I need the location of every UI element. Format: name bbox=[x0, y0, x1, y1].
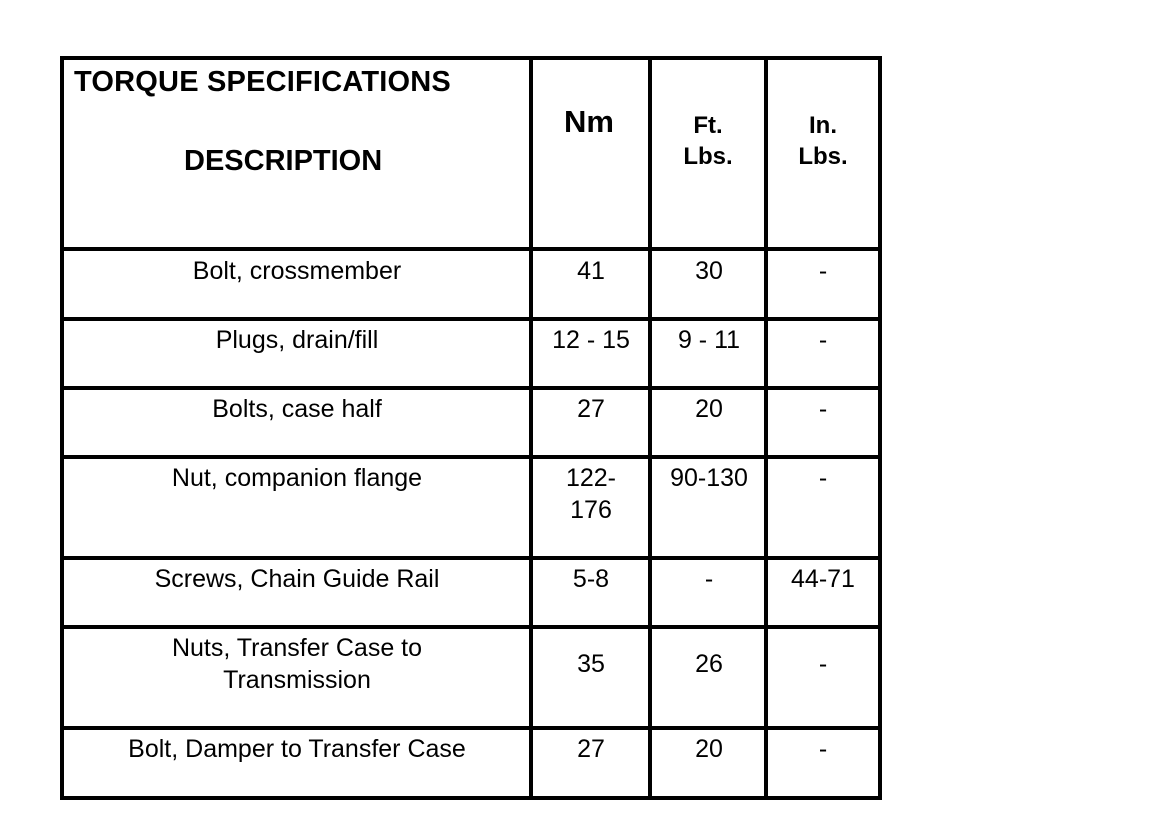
table-row-description: Nuts, Transfer Case to Transmission bbox=[171, 634, 423, 694]
row-divider bbox=[60, 317, 882, 321]
table-row-description: Bolts, case half bbox=[212, 395, 382, 423]
table-row-description: Bolt, crossmember bbox=[192, 257, 402, 285]
row-divider bbox=[60, 556, 882, 560]
table-row-in-lbs: - bbox=[818, 395, 828, 423]
table-row-nm: 35 bbox=[577, 650, 605, 678]
row-divider bbox=[60, 625, 882, 629]
description-column-header: DESCRIPTION bbox=[184, 145, 383, 177]
table-row-ft-lbs: 26 bbox=[695, 650, 723, 678]
table-right-border bbox=[878, 56, 882, 800]
table-row-ft-lbs: 20 bbox=[695, 735, 723, 763]
row-divider bbox=[60, 386, 882, 390]
table-row-nm: 27 bbox=[577, 735, 605, 763]
row-divider bbox=[60, 455, 882, 459]
table-top-border bbox=[60, 56, 882, 60]
table-row-in-lbs: - bbox=[818, 735, 828, 763]
table-row-nm: 41 bbox=[577, 257, 605, 285]
row-divider bbox=[60, 726, 882, 730]
nm-column-header: Nm bbox=[564, 104, 614, 139]
table-row-ft-lbs: - bbox=[704, 565, 714, 593]
table-row-description: Plugs, drain/fill bbox=[215, 326, 379, 354]
table-bottom-border bbox=[60, 796, 882, 800]
table-row-description: Screws, Chain Guide Rail bbox=[154, 565, 440, 593]
table-row-in-lbs: - bbox=[818, 464, 828, 492]
column-divider bbox=[648, 56, 652, 800]
table-title: TORQUE SPECIFICATIONS bbox=[74, 66, 451, 98]
ft-lbs-column-header: Ft. Lbs. bbox=[683, 112, 733, 170]
table-row-nm: 5-8 bbox=[572, 565, 610, 593]
table-row-nm: 27 bbox=[577, 395, 605, 423]
header-bottom-border bbox=[60, 247, 882, 251]
table-row-description: Bolt, Damper to Transfer Case bbox=[128, 735, 466, 763]
table-row-in-lbs: - bbox=[818, 650, 828, 678]
table-row-ft-lbs: 30 bbox=[695, 257, 723, 285]
table-row-ft-lbs: 90-130 bbox=[670, 464, 748, 492]
table-row-ft-lbs: 20 bbox=[695, 395, 723, 423]
in-lbs-column-header: In. Lbs. bbox=[798, 112, 848, 170]
table-row-nm: 12 - 15 bbox=[552, 326, 630, 354]
table-row-in-lbs: 44-71 bbox=[791, 565, 855, 593]
table-row-ft-lbs: 9 - 11 bbox=[677, 326, 741, 354]
table-row-description: Nut, companion flange bbox=[171, 464, 423, 492]
table-row-in-lbs: - bbox=[818, 257, 828, 285]
table-row-nm: 122- 176 bbox=[565, 464, 617, 524]
table-row-in-lbs: - bbox=[818, 326, 828, 354]
